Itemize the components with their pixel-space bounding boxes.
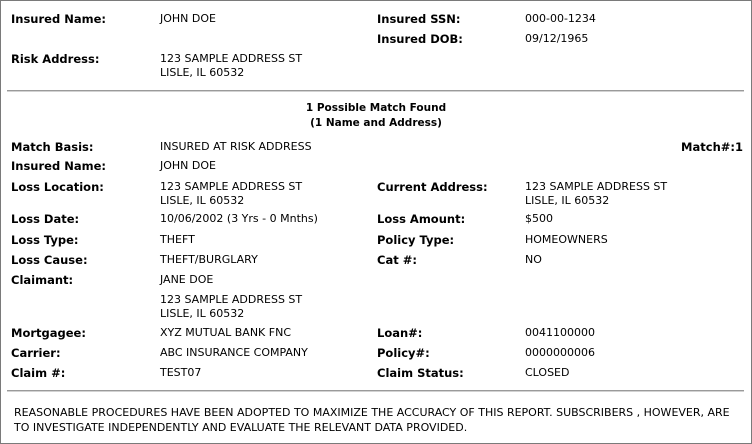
carrier-label: Carrier: [11,346,61,360]
insured-ssn-label: Insured SSN: [377,12,461,26]
loss-location-label: Loss Location: [11,180,104,194]
loss-cause-value: THEFT/BURGLARY [160,253,258,266]
claim-number-value: TEST07 [160,366,202,379]
disclaimer-text: REASONABLE PROCEDURES HAVE BEEN ADOPTED TO MAXIMIZE THE ACCURACY OF THIS REPORT. SUBSCRIBERS , HOWEVER, ARE TO INVESTIGATE INDEPENDENTLY AND EVALUATE THE RELEVANT DATA PROVIDED. [14,406,730,434]
policy-type-label: Policy Type: [377,233,455,247]
insured-dob-label: Insured DOB: [377,32,463,46]
insured-ssn-value: 000-00-1234 [525,12,596,25]
loss-location-line1: 123 SAMPLE ADDRESS ST [160,180,303,193]
divider [7,390,744,392]
loss-type-label: Loss Type: [11,233,79,247]
current-address-line2: LISLE, IL 60532 [525,194,610,207]
loss-type-value: THEFT [160,233,195,246]
policy-type-value: HOMEOWNERS [525,233,608,246]
claim-status-label: Claim Status: [377,366,464,380]
carrier-value: ABC INSURANCE COMPANY [160,346,308,359]
claimant-address-line2: LISLE, IL 60532 [160,307,245,320]
match-summary-title: 1 Possible Match Found [305,102,447,114]
current-address-label: Current Address: [377,180,488,194]
match-insured-name-label: Insured Name: [11,159,106,173]
insured-name-label: Insured Name: [11,12,106,26]
loss-cause-label: Loss Cause: [11,253,88,267]
loss-amount-label: Loss Amount: [377,212,466,226]
divider [7,90,744,92]
loss-location-line2: LISLE, IL 60532 [160,194,245,207]
claimant-name: JANE DOE [160,273,214,286]
match-basis-value: INSURED AT RISK ADDRESS [160,140,312,153]
loan-label: Loan#: [377,326,423,340]
match-basis-label: Match Basis: [11,140,94,154]
cat-label: Cat #: [377,253,417,267]
loss-date-value: 10/06/2002 (3 Yrs - 0 Mnths) [160,212,318,225]
claim-number-label: Claim #: [11,366,66,380]
insured-dob-value: 09/12/1965 [525,32,589,45]
current-address-line1: 123 SAMPLE ADDRESS ST [525,180,668,193]
loss-date-label: Loss Date: [11,212,80,226]
risk-address-label: Risk Address: [11,52,100,66]
mortgagee-value: XYZ MUTUAL BANK FNC [160,326,291,339]
match-number: Match#:1 [681,140,743,154]
claim-status-value: CLOSED [525,366,570,379]
mortgagee-label: Mortgagee: [11,326,86,340]
loan-value: 0041100000 [525,326,595,339]
claimant-label: Claimant: [11,273,74,287]
risk-address-line1: 123 SAMPLE ADDRESS ST [160,52,303,65]
match-insured-name-value: JOHN DOE [160,159,216,172]
insured-name-value: JOHN DOE [160,12,216,25]
cat-value: NO [525,253,542,266]
loss-amount-value: $500 [525,212,553,225]
claimant-address-line1: 123 SAMPLE ADDRESS ST [160,293,303,306]
policy-number-value: 0000000006 [525,346,595,359]
policy-number-label: Policy#: [377,346,430,360]
match-summary-subtitle: (1 Name and Address) [310,117,442,129]
risk-address-line2: LISLE, IL 60532 [160,66,245,79]
